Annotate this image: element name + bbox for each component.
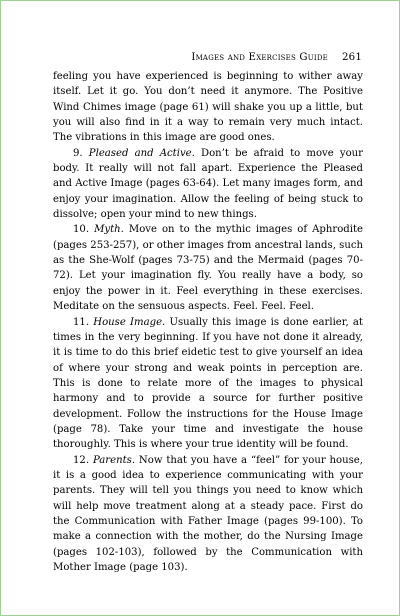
paragraph-item-12 <box>53 453 363 576</box>
item-number: 9. <box>73 147 83 159</box>
paragraph-text: . Don’t be afraid to move your body. It really will not fall apart. Experience the Pleased and Active Image (pages 63-64). Let many images form, and enjoy your imagination. Allow the feeling of being stuck to dissolve; open your mind to new things. <box>53 147 363 221</box>
item-label: Myth <box>94 224 121 236</box>
item-number: 12. <box>73 454 90 466</box>
running-title: Images and Exercises Guide <box>191 52 328 63</box>
item-number: 10. <box>73 224 90 236</box>
paragraph-text: . Usually this image is done earlier, at times in the very beginning. If you have not done it already, it is time to do this brief eidetic test to give yourself an idea of where your strong and weak points in perception are. This is done to relate more of the images to physical harmony and to provide a source for further positive development. Follow the instructions for the House Image (page 78). Take your time and investigate the house thoroughly. This is where your true identity will be found. <box>53 316 363 451</box>
paragraph-item-11 <box>53 315 363 453</box>
running-header <box>1 52 362 63</box>
item-label: Parents <box>92 454 132 466</box>
paragraph-text: . Move on to the mythic images of Aphrodite (pages 253-257), or other images from ancestral lands, such as the She-Wolf (pages 73-75) and the Mermaid (pages 70-72). Let your imagination fly. You really have a body, so enjoy the power in it. Feel everything in these exercises. Meditate on the sensuous aspects. Feel. Feel. Feel. <box>53 224 363 313</box>
item-label: Pleased and Active <box>88 147 192 159</box>
item-label: House Image <box>93 316 163 328</box>
paragraph-item-10 <box>53 222 363 314</box>
paragraph-continued <box>53 69 363 146</box>
paragraph-text: . Now that you have a “feel” for your house, it is a good idea to experience communicating with your parents. They will tell you things you need to know which will help move treatment along at a steady pace. First do the Communication with Father Image (pages 99-100). To make a connection with the mother, do the Nursing Image (pages 102-103), followed by the Communication with Mother Image (page 103). <box>53 454 363 573</box>
paragraph-item-9 <box>53 146 363 223</box>
item-number: 11. <box>73 316 90 328</box>
body-text <box>53 69 363 575</box>
page-number: 261 <box>341 52 362 63</box>
paragraph-text: feeling you have experienced is beginning to wither away itself. Let it go. You don’t need it anymore. The Positive Wind Chimes image (page 61) will shake you up a little, but you will also find in it a way to remain very much intact. The vibrations in this image are good ones. <box>53 71 363 144</box>
